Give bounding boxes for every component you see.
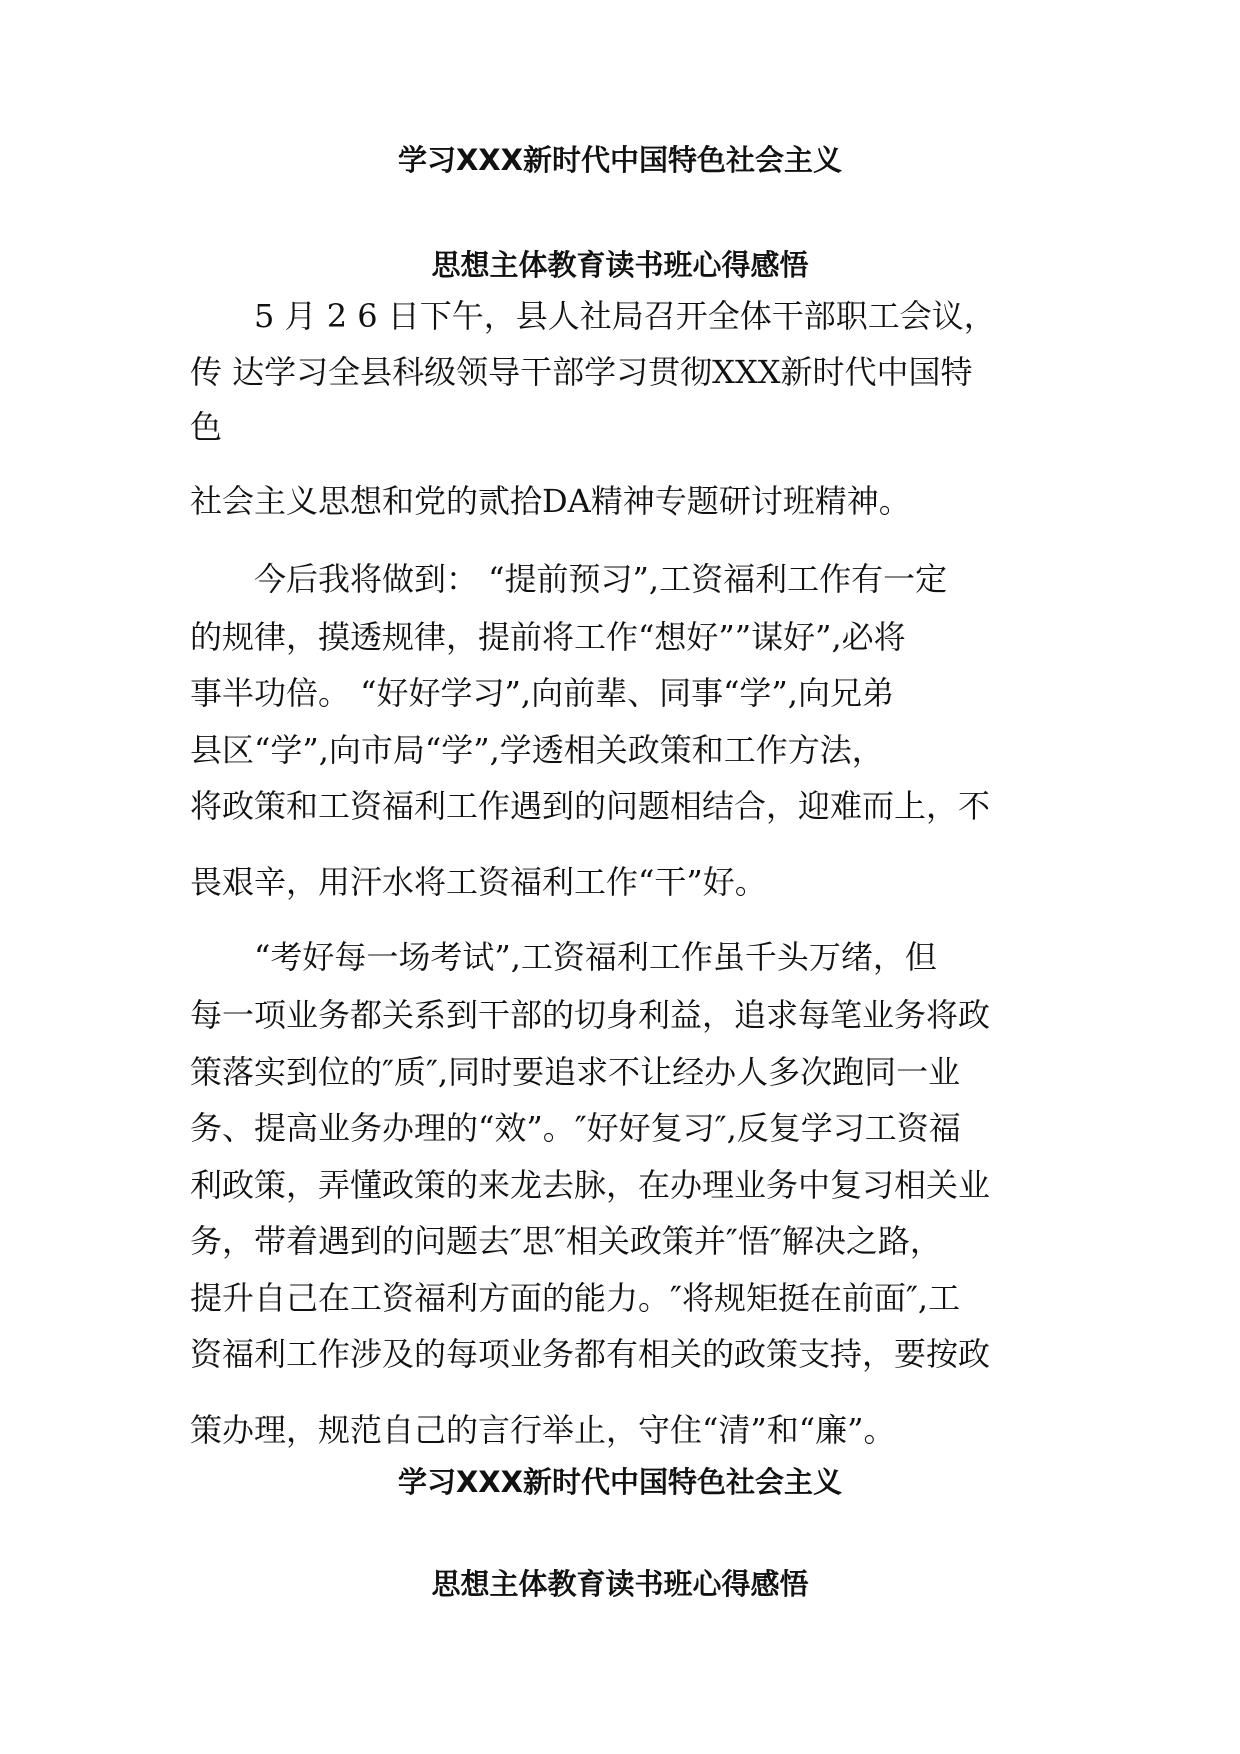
paragraph-line: 5 月 2 6 日下午，县人社局召开全体干部职工会议， xyxy=(254,297,996,335)
repeat-title-line-1: 学习XXX新时代中国特色社会主义 xyxy=(397,1465,843,1499)
paragraph-line: 将政策和工资福利工作遇到的问题相结合，迎难而上，不 xyxy=(190,787,991,825)
paragraph-line: 色 xyxy=(190,408,223,446)
document-title-line-1: 学习XXX新时代中国特色社会主义 xyxy=(397,143,843,177)
paragraph-line: 事半功倍。 “好好学习”,向前辈、同事“学”,向兄弟 xyxy=(190,674,894,712)
paragraph-line: 提升自己在工资福利方面的能力。″将规矩挺在前面″,工 xyxy=(190,1279,961,1317)
paragraph-line: 务、提高业务办理的“效”。″好好复习″,反复学习工资福 xyxy=(190,1109,961,1147)
paragraph-line: 资福利工作涉及的每项业务都有相关的政策支持，要按政 xyxy=(190,1335,991,1373)
paragraph-line: “考好每一场考试”,工资福利工作虽千头万绪，但 xyxy=(254,938,937,976)
document-title-line-2: 思想主体教育读书班心得感悟 xyxy=(431,248,809,282)
paragraph-line: 策办理，规范自己的言行举止，守住“清”和“廉”。 xyxy=(190,1411,896,1449)
paragraph-line: 利政策，弄懂政策的来龙去脉，在办理业务中复习相关业 xyxy=(190,1166,991,1204)
paragraph-line: 畏艰辛，用汗水将工资福利工作“干”好。 xyxy=(190,863,767,901)
paragraph-line: 传 达学习全县科级领导干部学习贯彻XXX新时代中国特 xyxy=(190,353,973,391)
repeat-title-line-2: 思想主体教育读书班心得感悟 xyxy=(431,1567,809,1601)
paragraph-line: 策落实到位的″质″,同时要追求不让经办人多次跑同一业 xyxy=(190,1053,961,1091)
paragraph-line: 县区“学”,向市局“学”,学透相关政策和工作方法， xyxy=(190,731,884,769)
paragraph-line: 每一项业务都关系到干部的切身利益，追求每笔业务将政 xyxy=(190,996,991,1034)
paragraph-line: 的规律，摸透规律，提前将工作“想好””谋好”,必将 xyxy=(190,618,906,656)
paragraph-line: 社会主义思想和党的贰拾DA精神专题研讨班精神。 xyxy=(190,482,911,520)
paragraph-line: 务，带着遇到的问题去″思″相关政策并″悟″解决之路， xyxy=(190,1222,942,1260)
paragraph-line: 今后我将做到： “提前预习”,工资福利工作有一定 xyxy=(254,560,948,598)
